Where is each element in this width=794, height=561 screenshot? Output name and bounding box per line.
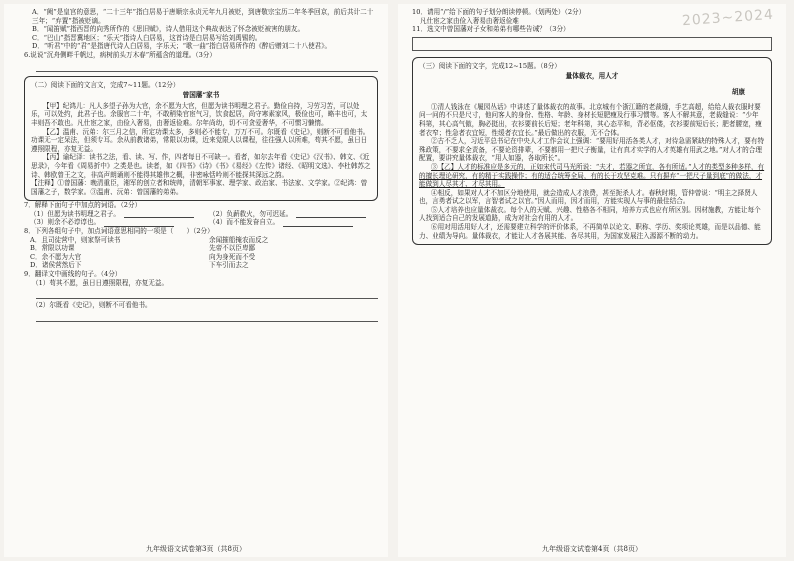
section-3-title: 量体裁衣，用人才 — [565, 72, 619, 81]
article-paragraph: ①清人钱泳在《履园丛话》中讲述了量体裁衣的故事。北京城有个浙江籍的老裁缝，手艺高超，给给人裁衣服时要问一问的不只是尺寸，他问客人的身份、性格、年龄、身材长短肥瘦及行事习惯等。客人不解其意，老裁缝说：“少年科第，其心高气傲，胸必挺出，衣衫要前长后短；老年科第，其心态平和，背必伛偻，衣衫要前短后长；肥者腰宽，瘦者衣窄；性急者衣宜短，性缓者衣宜长。”最后做出的衣服，无不合体。 — [419, 102, 762, 137]
q7-item: （4）而不能发奋自立。 — [209, 218, 378, 227]
question-6: 6.说说“沉舟侧畔千帆过，病树前头万木春”所蕴含的道理。（3分） — [24, 50, 216, 59]
q7-item: （2）负薪救火，勿可迟延。 — [209, 210, 378, 219]
section-3-author: 胡康 — [731, 87, 745, 96]
question-11: 11．选文中曾国藩对子女和弟弟有哪些告诫？（3分） — [412, 25, 570, 34]
page-4-content — [412, 6, 775, 245]
passage-bing: 【丙】谕纪泽：读书之法，看、读、写、作，四者每日不可缺一。看者，如尔去年看《史记》《汉书》、韩文、《近思录》，今年看《周易折中》之类是也。读者，如《四书》《诗》《书》《易经》《左传》诸经、《昭明文选》、李杜韩苏之诗、韩欧曾王之文，非高声朗诵则不能得其雄伟之概，非密咏恬吟则不能探其深远之韵。 — [31, 153, 371, 179]
question-9: 9．翻译文中画线的句子。（4分） — [24, 270, 122, 279]
answer-line — [36, 288, 378, 299]
q5-option-c: C．“巴山”指晋冀地区；“乐天”指诗人白居易，这首诗是白居易写给刘禹锡的。 — [32, 33, 262, 42]
q8-option: 向为身死而不受 — [209, 252, 256, 261]
article-paragraph: ④相反，如果对人才不加区分地使用，就会造成人才浪费，甚至扼杀人才。春秋时期，管仲曾说：“明主之择贤人也，言勇者试之以军，言智者试之以官。”因人而用，因才而用，方能实现人与事的最佳结合。 — [419, 188, 758, 206]
question-10: 10．请用“/”给下面的句子划分朗读停顿。（划两处）（2分） — [412, 8, 586, 16]
q11-answer-box — [412, 37, 772, 51]
question-7: 7．解释下面句子中加点的词语。（2分） — [24, 201, 142, 210]
q5-option-d: D．“听君”中的“君”是指唐代诗人白居易，字乐天；“歌一曲”指白居易所作的《醉后赠刘二十八使君》。 — [32, 42, 332, 51]
page-3-footer: 九年级语文试卷第3页（共8页） — [146, 545, 246, 554]
passage-yi: 【乙】温甫、沅弟：尔三月之信，所定功课太多，多则必不能专，万万不可。尔既看《史记》，则断不可看他书。功课无一定呆法，但须专耳。余从前教诸弟，常限以功课，近来觉限人以课程，往往强人以所难，苟其不愿，虽日日遵照限程，亦复无益。 — [31, 127, 370, 153]
q9-item: （1）苟其不愿，虽日日遵照限程，亦复无益。 — [32, 278, 169, 287]
section-2-title: 曾国藩“家书 — [182, 91, 220, 100]
modern-reading-box — [412, 57, 772, 245]
article-paragraph: ②古不乏人，习近平总书记在中央人才工作会议上强调：“要用好用活各类人才，对待急需紧缺的特殊人才，要有特殊政策，不要求全责备，不要论资排辈，不要都用一把尺子衡量，让有真才实学的人才英雄有用武之地。”对人才的合理配置，要讲究量体裁衣，“用人如器，各取所长”。 — [419, 137, 765, 163]
q8-option: B．常限以功课 — [30, 244, 75, 253]
article-paragraph: ⑥用对用活用好人才，还需要建立科学的评价体系，不再简单以论文、职称、学历、奖项论英雄，而是以品德、能力、业绩为导向。量体裁衣，才能让人才各展其能、各尽其用，为国家发展注入源源不断的动力。 — [419, 223, 761, 240]
exam-page-3 — [4, 4, 388, 557]
q9-item: （2）尔既看《史记》，则断不可看他书。 — [32, 301, 152, 310]
q8-option: 先帝不以臣卑鄙 — [209, 244, 256, 253]
q8-option: 下车引而去之 — [209, 261, 249, 270]
q5-option-a: A．“阙”是皇宫的意思，“二十三年”指白居易于唐顺宗永贞元年九月被贬，到唐敬宗宝历二年冬季回京，前后共计二十三年；“弃置”指被贬谪。 — [32, 8, 374, 25]
answer-line — [36, 61, 378, 72]
section-2-heading: （二）阅读下面的文言文，完成7~11题。（12分） — [31, 80, 180, 89]
classical-chinese-box — [24, 76, 378, 202]
year-watermark: 2023~2024 — [681, 6, 775, 30]
page-4-footer: 九年级语文试卷第4页（共8页） — [542, 545, 642, 554]
q8-options — [24, 236, 378, 270]
q7-items — [24, 210, 378, 227]
q8-option: C．余不愿为大官 — [30, 252, 82, 261]
passage-jia: 【甲】纪鸿儿：凡人多望子孙为大官，余不愿为大官，但愿为读书明理之君子。勤俭自持，习劳习苦，可以处乐，可以处约，此君子也。余服官二十年，不敢稍染官宦气习，饮食起居，尚守寒素家风，极俭也可，略丰也可，太丰则吾不敢也。凡仕宦之家，由俭入奢易，由奢返俭难。尔年尚幼，切不可贪爱奢华，不可惯习懒惰。 — [31, 101, 368, 127]
annotation-note: 【注释】①曾国藩：晚清重臣，湘军的创立者和统帅，清朝军事家、理学家、政治家、书法家、文学家。②纪鸿：曾国藩之子，数学家。③温甫、沅弟：曾国藩的弟弟。 — [31, 179, 368, 196]
answer-line — [36, 311, 378, 322]
q7-item: （1）但愿为读书明理之君子。 — [30, 210, 199, 219]
article-paragraph: ③【乙】人才的标准应是多元的，正如宋代司马光所说：“夫才，若器之所宜，各有所适。”人才的类型多种多样，有的擅长理论研究，有的精于实践操作；有的适合统筹全局，有的长于攻坚克难。只有摒弃“一把尺子量到底”的做法，才能做到人尽其才、才尽其用。 — [419, 162, 765, 189]
section-3-heading: （三）阅读下面的文字，完成12~15题。（8分） — [419, 61, 561, 70]
q10-sentence: 凡仕宦之家由俭入奢易由奢返俭难 — [420, 16, 519, 25]
page-3-content — [24, 8, 378, 324]
q8-option: D．诸侯营然后下 — [30, 261, 82, 270]
q8-option: A．且司徒营中，则家祭可读书 — [30, 235, 121, 244]
exam-page-4 — [398, 4, 786, 557]
q5-option-b: B．“闻笛赋”指西晋的向秀所作的《思旧赋》，诗人借用这个典故表达了怀念被贬被害的朋友。 — [32, 25, 305, 34]
q8-option: 余闻摧船掩农而反之 — [209, 235, 269, 244]
question-8: 8．下列各组句子中，加点词语意思相同的一项是（ ）（2分） — [24, 227, 214, 236]
q7-item: （3）则余不必谆谆也。 — [30, 218, 199, 227]
article-paragraph: ⑤人才培养也应量体裁衣。每个人的天赋、兴趣、性格各不相同，培养方式也应有所区别。因材施教，方能让每个人找到适合自己的发展道路，成为对社会有用的人才。 — [419, 205, 761, 223]
